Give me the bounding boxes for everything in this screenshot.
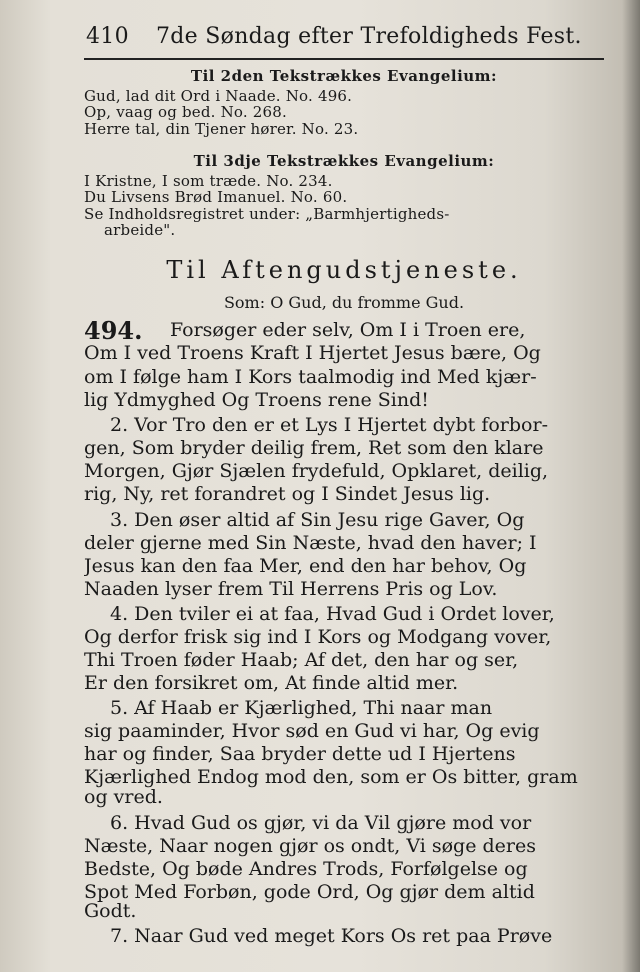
hymn-line: og vred. xyxy=(84,786,163,808)
hymn-line: Thi Troen føder Haab; Af det, den har og ser, xyxy=(84,649,519,671)
hymn-line: Jesus kan den faa Mer, end den har behov, Og xyxy=(84,555,527,577)
melody-line: Som: O Gud, du fromme Gud. xyxy=(223,293,465,312)
hymn-line: Og derfor frisk sig ind I Kors og Modgang vover, xyxy=(84,626,552,648)
hymn-line: 7. Naar Gud ved meget Kors Os ret paa Prøve xyxy=(110,925,553,947)
hymn-line: om I følge ham I Kors taalmodig ind Med kjær- xyxy=(84,366,537,388)
reference-line: Op, vaag og bed. No. 268. xyxy=(84,105,288,120)
hymn-line: 5. Af Haab er Kjærlighed, Thi naar man xyxy=(110,697,493,719)
evening-service-heading: Til Aftengudstjeneste. xyxy=(166,256,522,284)
hymn-line: gen, Som bryder deilig frem, Ret som den klare xyxy=(84,437,544,459)
hymn-line: rig, Ny, ret forandret og I Sindet Jesus lig. xyxy=(84,483,491,505)
reference-line: Du Livsens Brød Imanuel. No. 60. xyxy=(84,190,348,205)
hymn-number: 494. xyxy=(84,316,143,345)
running-title: 7de Søndag efter Trefoldigheds Fest. xyxy=(156,24,582,49)
hymn-line: 6. Hvad Gud os gjør, vi da Vil gjøre mod vor xyxy=(110,812,532,834)
page-edge-shadow xyxy=(622,0,640,972)
section-heading-2: Til 2den Tekstrækkes Evangelium: xyxy=(190,67,498,85)
hymn-line: Naaden lyser frem Til Herrens Pris og Lov. xyxy=(84,578,498,600)
hymn-line: Næste, Naar nogen gjør os ondt, Vi søge deres xyxy=(84,835,536,857)
hymn-line: Godt. xyxy=(84,900,137,922)
section-heading-3: Til 3dje Tekstrækkes Evangelium: xyxy=(193,152,495,170)
hymn-line: Morgen, Gjør Sjælen frydefuld, Opklaret, deilig, xyxy=(84,460,549,482)
hymn-line: deler gjerne med Sin Næste, hvad den haver; I xyxy=(84,532,537,554)
hymn-line: Spot Med Forbøn, gode Ord, Og gjør dem altid xyxy=(84,881,535,903)
hymn-line: sig paaminder, Hvor sød en Gud vi har, Og evig xyxy=(84,720,540,742)
page-header xyxy=(86,24,606,54)
hymn-line: Om I ved Troens Kraft I Hjertet Jesus bære, Og xyxy=(84,342,541,364)
hymn-line: 3. Den øser altid af Sin Jesu rige Gaver, Og xyxy=(110,509,525,531)
hymn-line: Bedste, Og bøde Andres Trods, Forfølgelse og xyxy=(84,858,528,880)
reference-line: Herre tal, din Tjener hører. No. 23. xyxy=(84,122,359,137)
hymn-line: lig Ydmyghed Og Troens rene Sind! xyxy=(84,389,429,411)
reference-line: I Kristne, I som træde. No. 234. xyxy=(84,174,333,189)
reference-line: Se Indholdsregistret under: „Barmhjertigheds- xyxy=(84,207,450,222)
reference-line: Gud, lad dit Ord i Naade. No. 496. xyxy=(84,89,353,104)
page-number: 410 xyxy=(86,24,129,49)
hymn-line: Forsøger eder selv, Om I i Troen ere, xyxy=(170,319,526,341)
hymn-line: 2. Vor Tro den er et Lys I Hjertet dybt forbor- xyxy=(110,414,548,436)
hymn-line: Er den forsikret om, At finde altid mer. xyxy=(84,672,459,694)
hymn-line: Kjærlighed Endog mod den, som er Os bitter, gram xyxy=(84,766,578,788)
reference-line: arbeide". xyxy=(104,223,176,238)
header-rule xyxy=(84,58,604,60)
hymn-line: har og finder, Saa bryder dette ud I Hjertens xyxy=(84,743,516,765)
hymn-line: 4. Den tviler ei at faa, Hvad Gud i Ordet lover, xyxy=(110,603,555,625)
